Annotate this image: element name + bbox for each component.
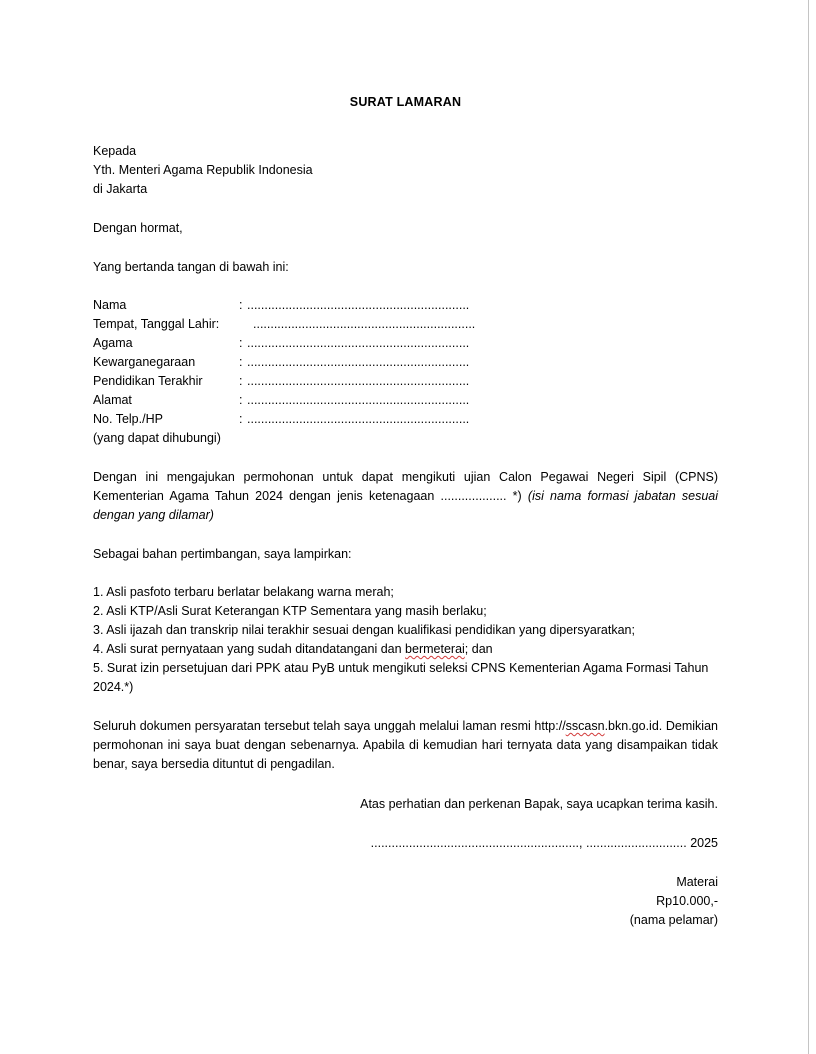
field-blank: ................................................................ xyxy=(247,412,470,426)
field-row xyxy=(93,296,718,315)
identity-intro: Yang bertanda tangan di bawah ini: xyxy=(93,260,289,274)
attachment-item: 3. Asli ijazah dan transkrip nilai terakhir sesuai dengan kualifikasi pendidikan yang dipersyaratkan; xyxy=(93,623,635,637)
field-row xyxy=(93,372,718,391)
field-label: Kewarganegaraan xyxy=(93,355,196,369)
applicant-name-placeholder: (nama pelamar) xyxy=(629,913,718,927)
stamp-label: Materai xyxy=(676,875,718,889)
field-blank: ................................................................ xyxy=(247,374,470,388)
field-blank: ................................................................ xyxy=(247,336,470,350)
field-row xyxy=(93,410,718,429)
thanks-line: Atas perhatian dan perkenan Bapak, saya ucapkan terima kasih. xyxy=(360,797,718,811)
date-year: 2025 xyxy=(690,836,718,850)
phone-note: (yang dapat dihubungi) xyxy=(93,431,221,445)
signature-block xyxy=(93,873,718,930)
attachment-item: 2. Asli KTP/Asli Surat Keterangan KTP Sementara yang masih berlaku; xyxy=(93,604,487,618)
attachment-text-before: 4. Asli surat pernyataan yang sudah ditandatangani dan xyxy=(93,642,406,656)
document-page xyxy=(93,0,718,930)
attachment-item xyxy=(93,640,718,659)
field-colon: : xyxy=(239,374,243,388)
field-label: Agama xyxy=(93,336,133,350)
identity-fields xyxy=(93,296,718,429)
application-paragraph xyxy=(93,468,718,525)
field-row xyxy=(93,353,718,372)
attachments-list xyxy=(93,583,718,697)
field-row xyxy=(93,315,718,334)
application-asterisk: *) xyxy=(506,489,528,503)
field-colon: : xyxy=(239,336,243,350)
field-label: Nama xyxy=(93,298,127,312)
attachment-misspelled-word: bermeterai xyxy=(405,642,465,656)
field-colon: : xyxy=(239,393,243,407)
attachment-item: 5. Surat izin persetujuan dari PPK atau PyB untuk mengikuti seleksi CPNS Kementerian Agama Formasi Tahun 2024.*) xyxy=(93,661,709,694)
field-blank: ................................................................ xyxy=(247,355,470,369)
date-dots: ............................. xyxy=(582,836,687,850)
addressee-line-2: Yth. Menteri Agama Republik Indonesia xyxy=(93,163,313,177)
field-colon: : xyxy=(239,412,243,426)
field-blank: ................................................................ xyxy=(247,298,470,312)
page-edge-rule xyxy=(808,0,809,1054)
salutation: Dengan hormat, xyxy=(93,221,183,235)
application-text-before: Dengan ini mengajukan permohonan untuk dapat mengikuti ujian Calon Pegawai Negeri Sipil (CPNS) Kementerian Agama Tahun 2024 dengan jenis ketenagaan xyxy=(93,470,718,503)
field-row xyxy=(93,391,718,410)
document-title: SURAT LAMARAN xyxy=(349,95,462,109)
field-label: Pendidikan Terakhir xyxy=(93,374,203,388)
field-label: Alamat xyxy=(93,393,132,407)
field-row xyxy=(93,334,718,353)
field-colon: : xyxy=(239,298,243,312)
field-blank: ................................................................ xyxy=(253,317,476,331)
declaration-misspelled-word: sscasn xyxy=(565,719,605,733)
field-label: Tempat, Tanggal Lahir: xyxy=(93,317,220,331)
addressee-line-1: Kepada xyxy=(93,144,137,158)
declaration-paragraph xyxy=(93,717,718,774)
application-italic-note: (isi nama formasi jabatan sesuai dengan yang dilamar) xyxy=(93,489,719,522)
field-label: No. Telp./HP xyxy=(93,412,163,426)
date-place-dots: ............................................................, xyxy=(370,836,583,850)
date-line xyxy=(93,834,718,853)
attachment-item: 1. Asli pasfoto terbaru berlatar belakang warna merah; xyxy=(93,585,394,599)
addressee-line-3: di Jakarta xyxy=(93,182,148,196)
field-blank: ................................................................ xyxy=(247,393,470,407)
attachments-heading: Sebagai bahan pertimbangan, saya lampirkan: xyxy=(93,547,352,561)
application-blank: ................... xyxy=(440,489,507,503)
stamp-value: Rp10.000,- xyxy=(656,894,718,908)
addressee-block xyxy=(93,142,718,199)
field-colon: : xyxy=(239,355,243,369)
declaration-text-after: .bkn.go.id. Demikian permohonan ini saya buat dengan sebenarnya. Apabila di kemudian hari ternyata data yang disampaikan tidak benar, saya bersedia dituntut di pengadilan. xyxy=(93,719,718,771)
declaration-text-before: Seluruh dokumen persyaratan tersebut telah saya unggah melalui laman resmi http:// xyxy=(93,719,566,733)
attachment-text-after: ; dan xyxy=(464,642,493,656)
